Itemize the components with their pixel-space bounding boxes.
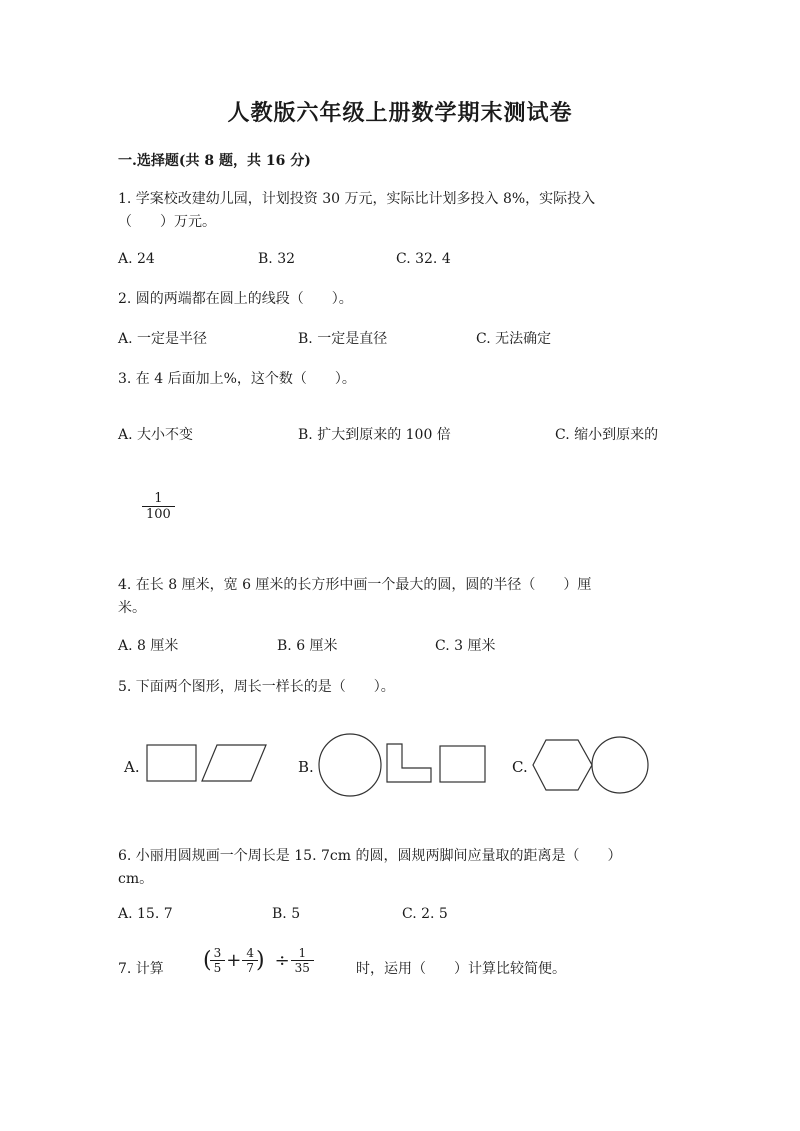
shape-b-circle bbox=[319, 734, 381, 796]
right-paren: ) bbox=[255, 948, 265, 973]
question-6-stem-line1: 6. 小丽用圆规画一个周长是 15. 7cm 的圆，圆规两脚间应量取的距离是（ ） bbox=[118, 848, 622, 864]
fraction-numerator: 3 bbox=[213, 946, 222, 960]
question-7-suffix: 时，运用（ ）计算比较简便。 bbox=[356, 961, 566, 977]
shape-b-rectangle bbox=[440, 746, 485, 782]
shape-a-rectangle bbox=[147, 745, 196, 781]
shape-a-parallelogram bbox=[202, 745, 266, 781]
page-title: 人教版六年级上册数学期末测试卷 bbox=[227, 100, 573, 126]
section-title: 一.选择题(共 8 题，共 16 分) bbox=[118, 153, 311, 169]
left-paren: ( bbox=[203, 948, 212, 973]
question-1-option-b: B. 32 bbox=[258, 251, 296, 267]
shape-label-c: C. bbox=[512, 758, 528, 776]
fraction-denominator: 7 bbox=[246, 961, 254, 975]
question-5-stem: 5. 下面两个图形，周长一样长的是（ ）。 bbox=[118, 679, 395, 695]
question-1-option-a: A. 24 bbox=[118, 251, 155, 267]
shape-c-circle bbox=[592, 737, 648, 793]
question-6-option-c: C. 2. 5 bbox=[402, 906, 448, 922]
question-6-option-a: A. 15. 7 bbox=[118, 906, 173, 922]
question-4-option-b: B. 6 厘米 bbox=[277, 638, 338, 654]
question-4-option-c: C. 3 厘米 bbox=[435, 638, 496, 654]
question-1-stem-line1: 1. 学案校改建幼儿园，计划投资 30 万元，实际比计划多投入 8%，实际投入 bbox=[118, 191, 596, 207]
fraction-numerator: 1 bbox=[154, 491, 163, 506]
question-4-stem-line2: 米。 bbox=[118, 600, 146, 616]
shape-c-hexagon bbox=[533, 740, 592, 790]
fraction-denominator: 35 bbox=[294, 961, 310, 975]
shape-label-a: A. bbox=[124, 758, 140, 776]
fraction-numerator: 1 bbox=[298, 946, 307, 960]
question-3-option-a: A. 大小不变 bbox=[118, 427, 194, 443]
question-2-option-a: A. 一定是半径 bbox=[118, 331, 208, 347]
question-3-option-c: C. 缩小到原来的 bbox=[555, 427, 659, 443]
question-1-stem-line2: （ ）万元。 bbox=[118, 214, 216, 230]
question-3-option-b: B. 扩大到原来的 100 倍 bbox=[298, 427, 451, 443]
plus-sign: + bbox=[226, 950, 242, 971]
fraction-denominator: 100 bbox=[146, 507, 171, 522]
question-1-option-c: C. 32. 4 bbox=[396, 251, 451, 267]
fraction-numerator: 4 bbox=[246, 946, 254, 960]
question-6-stem-line2: cm。 bbox=[118, 871, 154, 887]
question-6-option-b: B. 5 bbox=[272, 906, 301, 922]
question-4-stem-line1: 4. 在长 8 厘米，宽 6 厘米的长方形中画一个最大的圆，圆的半径（ ）厘 bbox=[118, 577, 592, 593]
divide-sign: ÷ bbox=[274, 950, 290, 971]
question-3-stem: 3. 在 4 后面加上%，这个数（ ）。 bbox=[118, 371, 356, 387]
question-4-option-a: A. 8 厘米 bbox=[118, 638, 179, 654]
shape-label-b: B. bbox=[298, 758, 314, 776]
question-2-option-b: B. 一定是直径 bbox=[298, 331, 388, 347]
question-2-stem: 2. 圆的两端都在圆上的线段（ ）。 bbox=[118, 291, 353, 307]
shape-b-l-shape bbox=[387, 744, 431, 782]
question-2-option-c: C. 无法确定 bbox=[476, 331, 552, 347]
question-7-expression bbox=[203, 946, 312, 975]
fraction-denominator: 5 bbox=[213, 961, 222, 975]
question-7-prefix: 7. 计算 bbox=[118, 961, 164, 977]
